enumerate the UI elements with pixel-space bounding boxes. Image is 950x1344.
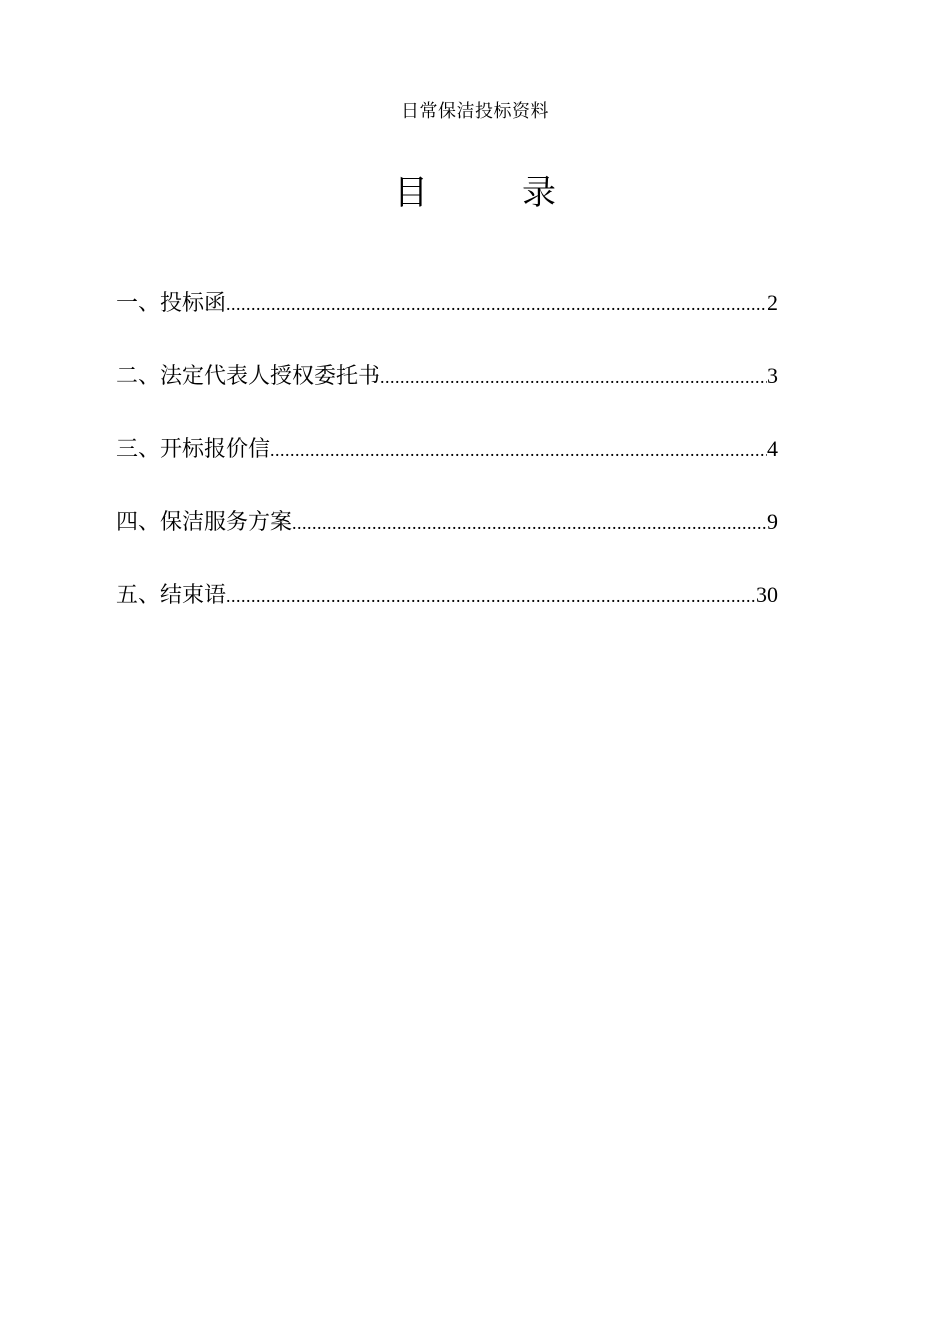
toc-entry-page: 2: [767, 290, 778, 315]
toc-entry-page: 30: [756, 582, 778, 607]
toc-dot-leader: [380, 360, 767, 394]
toc-entry-service-plan[interactable]: [116, 505, 778, 578]
toc-entry-label: 法定代表人授权委托书: [160, 364, 381, 389]
toc-entry-page: 3: [767, 363, 778, 388]
toc-entry-number: 三、: [116, 437, 161, 462]
toc-entry-label: 投标函: [160, 291, 227, 316]
toc-entry-label: 开标报价信: [160, 437, 271, 462]
toc-entry-quotation[interactable]: [116, 432, 778, 505]
toc-dot-leader: [226, 579, 756, 613]
toc-entry-label: 保洁服务方案: [160, 510, 293, 535]
toc-entry-conclusion[interactable]: [116, 578, 778, 651]
toc-entry-bid-letter[interactable]: [116, 286, 778, 359]
toc-dot-leader: [226, 287, 767, 321]
toc-entry-page: 9: [767, 509, 778, 534]
toc-entry-number: 一、: [116, 291, 161, 316]
toc-entry-authorization[interactable]: [116, 359, 778, 432]
table-of-contents: [116, 286, 778, 651]
toc-entry-number: 五、: [116, 583, 161, 608]
running-header: 日常保洁投标资料: [401, 101, 549, 122]
toc-entry-page: 4: [767, 436, 778, 461]
toc-entry-label: 结束语: [160, 583, 227, 608]
toc-entry-number: 二、: [116, 364, 161, 389]
toc-dot-leader: [292, 506, 767, 540]
toc-entry-number: 四、: [116, 510, 161, 535]
toc-dot-leader: [270, 433, 767, 467]
toc-heading: 目 录: [394, 173, 586, 213]
